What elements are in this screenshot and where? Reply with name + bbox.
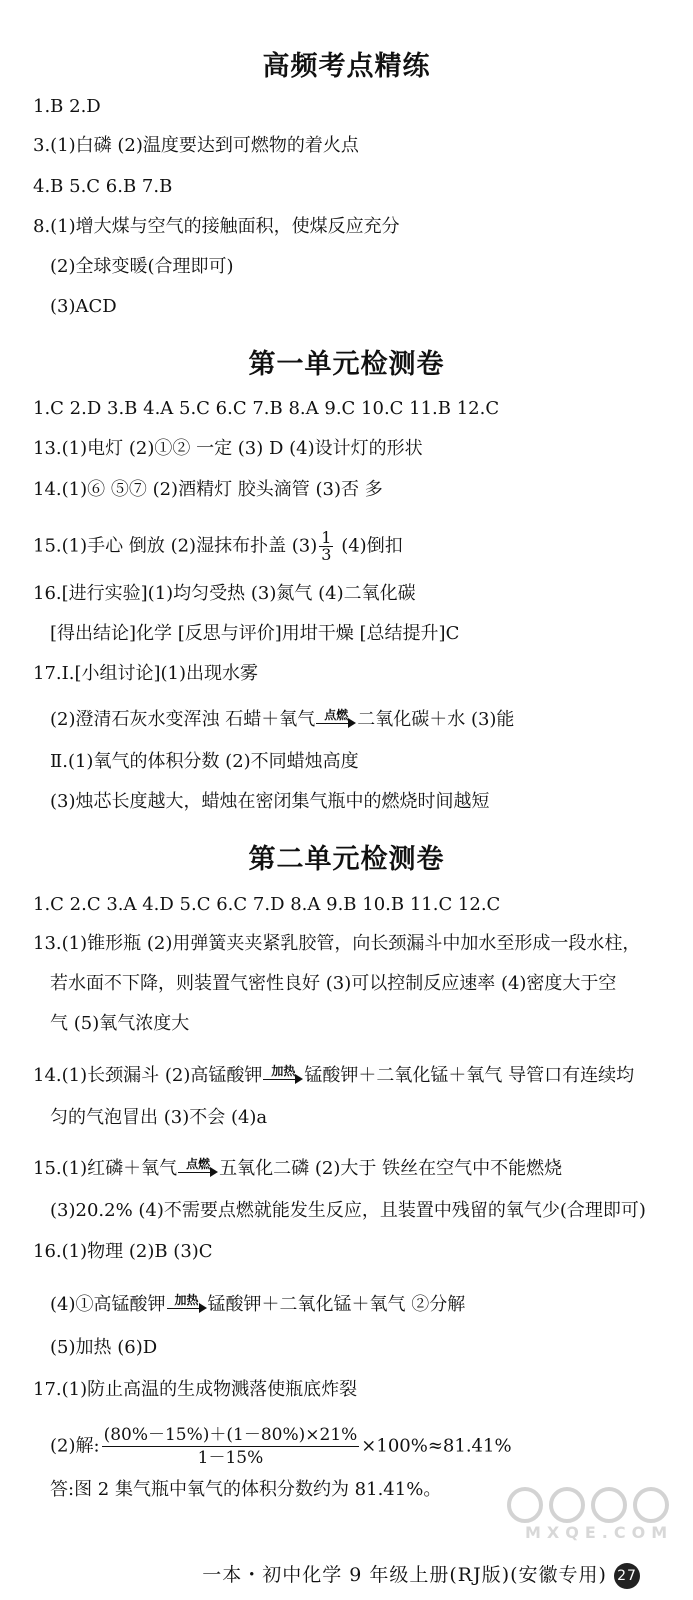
answer-line: (2)全球变暖(合理即可) — [50, 256, 234, 277]
answer-line-15 — [33, 530, 403, 563]
answer-line: 答:图 2 集气瓶中氧气的体积分数约为 81.41%。 — [50, 1479, 442, 1500]
answer-line: 8.(1)增大煤与空气的接触面积，使煤反应充分 — [33, 216, 400, 237]
watermark-text: MXQE.COM — [525, 1523, 674, 1542]
answer-text: 锰酸钾＋二氧化锰＋氧气 导管口有连续均 — [304, 1065, 635, 1086]
book-title: 一本・初中化学 9 年级上册(RJ版)(安徽专用) — [202, 1564, 607, 1586]
answer-text: (4)①高锰酸钾 — [50, 1294, 166, 1315]
reaction-condition: 加热 — [271, 1064, 296, 1078]
answer-line: 匀的气泡冒出 (3)不会 (4)a — [50, 1107, 268, 1128]
answer-line: 16.(1)物理 (2)B (3)C — [33, 1241, 213, 1262]
page-footer — [0, 1560, 640, 1589]
fraction-numerator: (80%－15%)＋(1－80%)×21% — [103, 1425, 358, 1445]
fraction-one-third — [319, 530, 333, 563]
reaction-condition: 点燃 — [324, 708, 349, 722]
answer-text: 15.(1)手心 倒放 (2)湿抹布扑盖 (3) — [33, 535, 318, 557]
reaction-arrow — [263, 1065, 303, 1087]
reaction-condition: 加热 — [174, 1293, 199, 1307]
answer-line: 气 (5)氧气浓度大 — [50, 1013, 190, 1034]
answer-line: (3)ACD — [50, 296, 117, 317]
answer-line-16-4 — [50, 1293, 465, 1317]
answer-line: (5)加热 (6)D — [50, 1337, 158, 1358]
answer-line: (3)烛芯长度越大，蜡烛在密闭集气瓶中的燃烧时间越短 — [50, 791, 490, 812]
answer-line-15 — [33, 1157, 562, 1181]
reaction-condition: 点燃 — [186, 1157, 211, 1171]
answer-text: 14.(1)长颈漏斗 (2)高锰酸钾 — [33, 1065, 263, 1086]
fraction-denominator: 3 — [321, 545, 332, 564]
fraction-numerator: 1 — [321, 528, 332, 547]
answer-text: (4)倒扣 — [341, 535, 403, 557]
answer-text: 15.(1)红磷＋氧气 — [33, 1158, 178, 1179]
watermark-icon — [505, 1485, 675, 1525]
answer-line: (3)20.2% (4)不需要点燃就能发生反应，且装置中残留的氧气少(合理即可) — [50, 1200, 646, 1221]
watermark-logo — [505, 1485, 675, 1545]
answer-line: 3.(1)白磷 (2)温度要达到可燃物的着火点 — [33, 135, 359, 156]
reaction-arrow — [178, 1158, 218, 1180]
answer-line-14 — [33, 1064, 634, 1088]
answer-text: 五氧化二磷 (2)大于 铁丝在空气中不能燃烧 — [219, 1158, 563, 1179]
answer-line: Ⅱ.(1)氧气的体积分数 (2)不同蜡烛高度 — [50, 751, 359, 772]
answer-text: (2)澄清石灰水变浑浊 石蜡＋氧气 — [50, 709, 316, 730]
answer-line-calculation — [50, 1424, 512, 1469]
section-heading-high-frequency: 高频考点精练 — [262, 51, 431, 82]
answer-line-reaction — [50, 708, 514, 732]
answer-line: 13.(1)电灯 (2)①② 一定 (3) D (4)设计灯的形状 — [33, 438, 423, 459]
answer-line: [得出结论]化学 [反思与评价]用坩干燥 [总结提升]C — [50, 623, 460, 644]
answer-line: 4.B 5.C 6.B 7.B — [33, 176, 173, 197]
answer-line: 13.(1)锥形瓶 (2)用弹簧夹夹紧乳胶管，向长颈漏斗中加水至形成一段水柱， — [33, 933, 641, 954]
answer-line: 若水面不下降，则装置气密性良好 (3)可以控制反应速率 (4)密度大于空 — [50, 973, 617, 994]
answer-line: 17.Ⅰ.[小组讨论](1)出现水雾 — [33, 663, 258, 684]
calculation-fraction — [102, 1424, 360, 1469]
answer-line: 1.B 2.D — [33, 96, 101, 117]
section-heading-unit-1: 第一单元检测卷 — [248, 349, 445, 380]
answer-line: 1.C 2.D 3.B 4.A 5.C 6.C 7.B 8.A 9.C 10.C 11.B 12.C — [33, 398, 500, 419]
answer-line: 17.(1)防止高温的生成物溅落使瓶底炸裂 — [33, 1379, 358, 1400]
answer-text: 二氧化碳＋水 (3)能 — [357, 709, 515, 730]
page-number: 27 — [614, 1563, 640, 1589]
answer-text: 锰酸钾＋二氧化锰＋氧气 ②分解 — [207, 1294, 466, 1315]
fraction-denominator: 1－15% — [197, 1448, 264, 1468]
section-heading-unit-2: 第二单元检测卷 — [248, 844, 445, 875]
answer-line: 1.C 2.C 3.A 4.D 5.C 6.C 7.D 8.A 9.B 10.B 11.C 12.C — [33, 894, 501, 915]
reaction-arrow — [316, 709, 356, 731]
answer-line: 16.[进行实验](1)均匀受热 (3)氮气 (4)二氧化碳 — [33, 583, 416, 604]
answer-text: (2)解: — [50, 1435, 100, 1457]
answer-text: ×100%≈81.41% — [361, 1435, 512, 1457]
reaction-arrow — [167, 1294, 207, 1316]
answer-line: 14.(1)⑥ ⑤⑦ (2)酒精灯 胶头滴管 (3)否 多 — [33, 479, 383, 500]
